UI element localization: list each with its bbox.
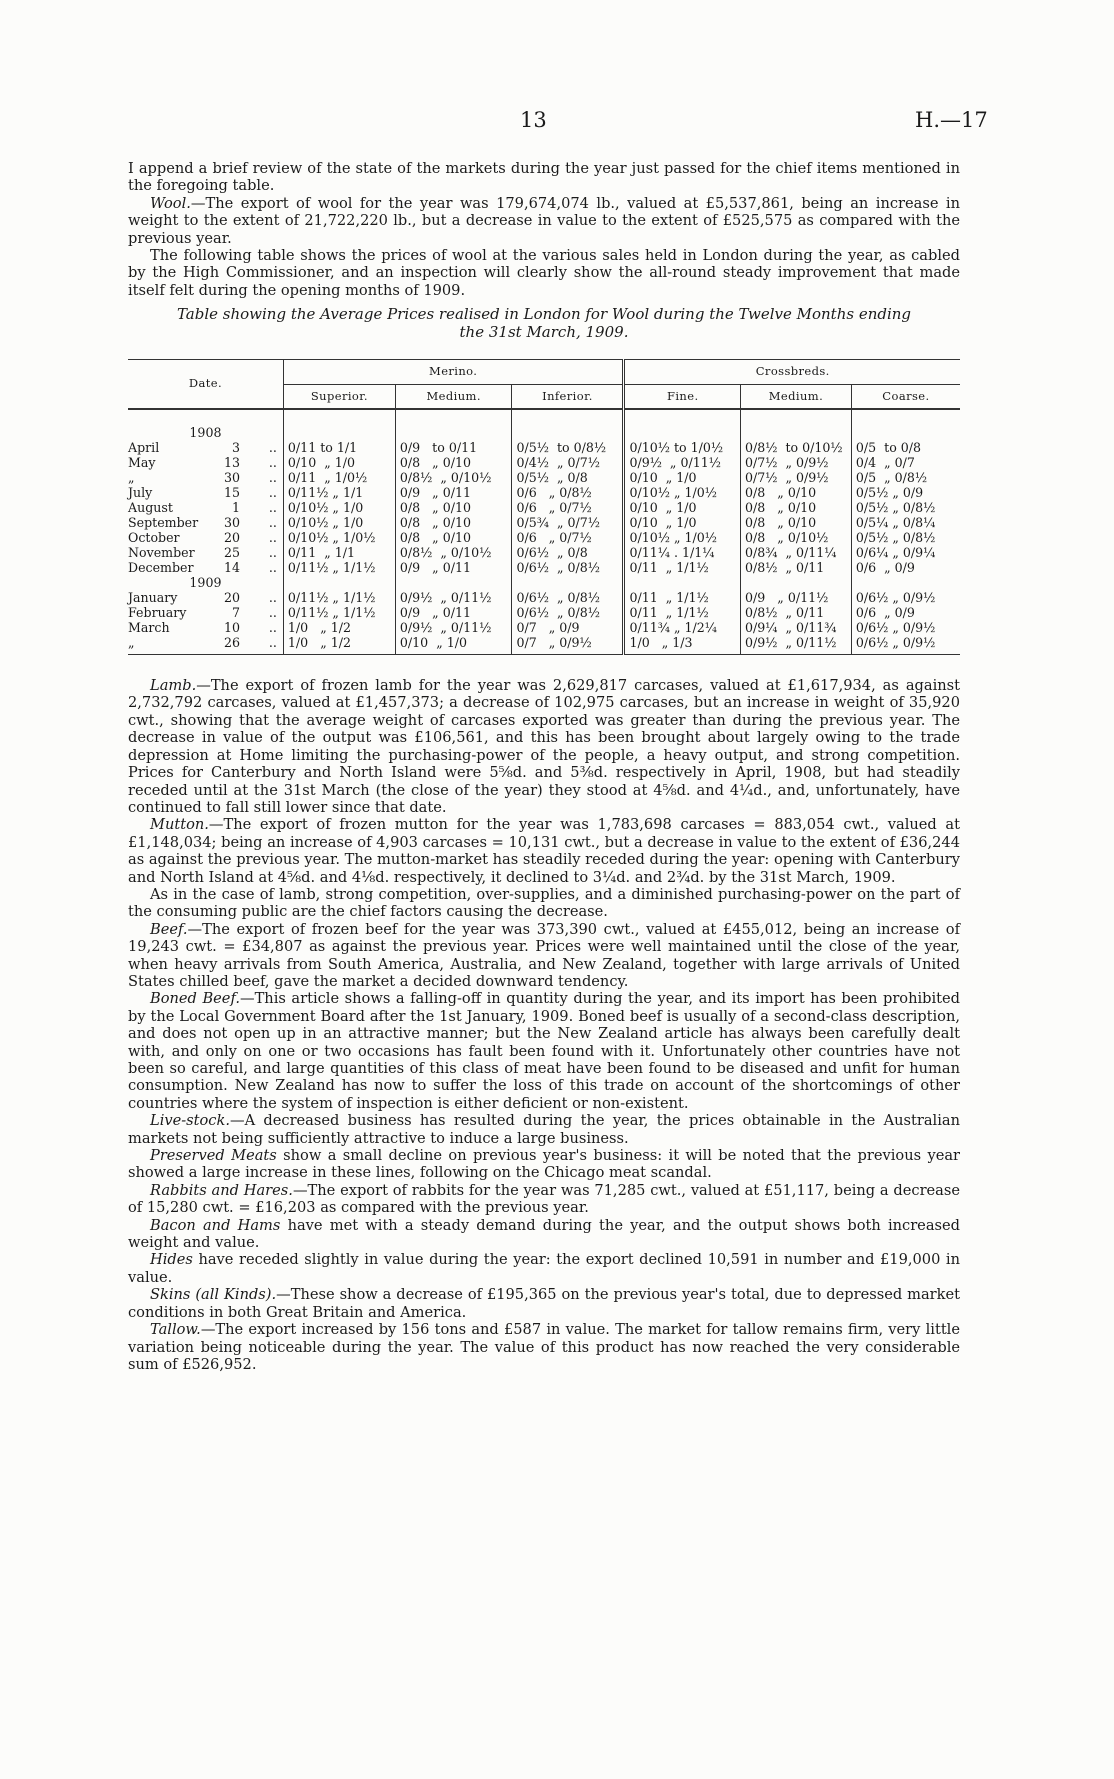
leader-dots: .. xyxy=(268,590,277,606)
price-cell: 0/8 „ 0/10 xyxy=(395,500,512,515)
date-cell xyxy=(128,590,263,605)
section-title: Lamb. xyxy=(150,677,197,695)
sub-cross-coarse: Coarse. xyxy=(851,384,960,409)
date-cell xyxy=(128,515,263,530)
date-cell xyxy=(128,560,263,575)
section-title: Skins (all Kinds). xyxy=(150,1286,277,1304)
price-cell: 0/6 „ 0/9 xyxy=(851,605,960,620)
caption-line-1: Table showing the Average Prices realised in London for Wool during the Twelve Months ending xyxy=(176,305,912,324)
table-row xyxy=(128,440,960,455)
row-day: 10 xyxy=(223,620,240,636)
price-cell: 0/8½ „ 0/11 xyxy=(741,560,852,575)
price-cell: 0/8 „ 0/10 xyxy=(741,485,852,500)
price-cell: 0/11½ „ 1/1½ xyxy=(283,590,395,605)
row-month: March xyxy=(128,620,170,636)
date-cell xyxy=(128,530,263,545)
price-cell: 0/9 „ 0/11 xyxy=(395,485,512,500)
sub-cross-fine: Fine. xyxy=(624,384,741,409)
section-title: Preserved Meats xyxy=(150,1147,277,1165)
table-row xyxy=(128,515,960,530)
section-text: show a small decline on previous year's business: it will be noted that the previous year showed a large increase in these lines, following on the Chicago meat scandal. xyxy=(128,1147,961,1182)
document-reference: H.—17 xyxy=(915,108,988,132)
price-cell: 0/6 „ 0/9 xyxy=(851,560,960,575)
price-cell: 0/8½ „ 0/10½ xyxy=(395,470,512,485)
price-cell: 0/8½ to 0/10½ xyxy=(741,440,852,455)
table-intro-paragraph: The following table shows the prices of wool at the various sales held in London during the year, as cabled by the High Commissioner, and an inspection will clearly show the all-round steady improvement that made itself felt during the opening months of 1909. xyxy=(128,247,960,299)
price-cell: 0/11 „ 1/0½ xyxy=(283,470,395,485)
row-month: November xyxy=(128,545,195,561)
row-month: May xyxy=(128,455,156,471)
leader-dots: .. xyxy=(268,440,277,456)
section-paragraph xyxy=(128,1147,960,1182)
intro-paragraph: I append a brief review of the state of the markets during the year just passed for the chief items mentioned in the foregoing table. xyxy=(128,160,960,195)
table-row xyxy=(128,620,960,635)
section-paragraph xyxy=(128,1321,960,1373)
price-cell: 0/6 „ 0/7½ xyxy=(512,530,624,545)
price-cell: 0/9 to 0/11 xyxy=(395,440,512,455)
section-paragraph xyxy=(128,990,960,1112)
price-cell: 0/10 „ 1/0 xyxy=(624,515,741,530)
year-label: 1909 xyxy=(189,575,222,591)
date-cell xyxy=(128,620,263,635)
row-day: 3 xyxy=(231,440,240,456)
price-cell: 0/11 „ 1/1½ xyxy=(624,605,741,620)
date-cell xyxy=(128,500,263,515)
section-text: have receded slightly in value during the year: the export declined 10,591 in number and £19,000 in value. xyxy=(128,1251,960,1286)
section-text: —This article shows a falling-off in quantity during the year, and its import has been prohibited by the Local Government Board after the 1st January, 1909. Boned beef is usually of a second-class description, and does not open up in an attractive manner; but the New Zealand article has always been carefully dealt with, and only on one or two occasions has fault been found with it. Unfortunately other countries have not been so careful, and large quantities of this class of meat have been found to be diseased and unfit for human consumption. New Zealand has now to suffer the loss of this trade on account of the shortcomings of other countries where the system of inspection is either deficient or non-existent. xyxy=(128,990,960,1112)
leader-dots: .. xyxy=(268,605,277,621)
row-day: 7 xyxy=(231,605,240,621)
price-cell: 0/5 to 0/8 xyxy=(851,440,960,455)
price-cell: 0/8 „ 0/10 xyxy=(395,530,512,545)
sub-merino-inferior: Inferior. xyxy=(512,384,624,409)
price-cell: 0/4 „ 0/7 xyxy=(851,455,960,470)
leader-dots: .. xyxy=(268,560,277,576)
price-cell: 0/7 „ 0/9 xyxy=(512,620,624,635)
price-cell: 0/5½ to 0/8½ xyxy=(512,440,624,455)
year-row-1908 xyxy=(128,425,960,440)
price-cell: 0/11 to 1/1 xyxy=(283,440,395,455)
price-cell: 0/6½ „ 0/8 xyxy=(512,545,624,560)
row-month: August xyxy=(128,500,173,516)
price-cell: 0/10½ „ 1/0½ xyxy=(624,485,741,500)
price-cell: 0/6½ „ 0/8½ xyxy=(512,605,624,620)
section-paragraph xyxy=(128,1251,960,1286)
section-title: Live-stock. xyxy=(150,1112,230,1130)
leader-dots: .. xyxy=(268,500,277,516)
price-cell: 0/9½ „ 0/11½ xyxy=(741,635,852,650)
table-row xyxy=(128,530,960,545)
price-cell: 0/6½ „ 0/9½ xyxy=(851,620,960,635)
price-cell: 0/8 „ 0/10 xyxy=(741,500,852,515)
date-cell xyxy=(128,440,263,455)
price-cell: 0/11¼ . 1/1¼ xyxy=(624,545,741,560)
row-month: „ xyxy=(128,470,135,486)
price-cell: 0/9½ „ 0/11½ xyxy=(395,620,512,635)
price-cell: 1/0 „ 1/3 xyxy=(624,635,741,650)
price-cell: 0/11½ „ 1/1½ xyxy=(283,560,395,575)
price-cell: 0/5½ „ 0/8 xyxy=(512,470,624,485)
row-day: 13 xyxy=(223,455,240,471)
table-row xyxy=(128,470,960,485)
price-cell: 0/7½ „ 0/9½ xyxy=(741,455,852,470)
section-title: Boned Beef. xyxy=(150,990,240,1008)
row-month: October xyxy=(128,530,180,546)
section-title: Bacon and Hams xyxy=(150,1216,281,1234)
row-day: 30 xyxy=(223,470,240,486)
price-cell: 0/6½ „ 0/9½ xyxy=(851,635,960,650)
section-paragraph xyxy=(128,1286,960,1321)
price-cell: 0/7 „ 0/9½ xyxy=(512,635,624,650)
date-cell xyxy=(128,485,263,500)
group-crossbreds: Crossbreds. xyxy=(624,360,960,384)
price-cell: 0/11 „ 1/1 xyxy=(283,545,395,560)
price-cell: 0/8 „ 0/10 xyxy=(741,515,852,530)
section-title: Rabbits and Hares. xyxy=(150,1181,293,1199)
row-month: September xyxy=(128,515,199,531)
page-number: 13 xyxy=(520,108,547,132)
price-cell: 0/8½ „ 0/11 xyxy=(741,605,852,620)
price-cell: 0/9½ „ 0/11½ xyxy=(395,590,512,605)
caption-line-2: the 31st March, 1909. xyxy=(459,323,629,342)
price-cell: 0/5 „ 0/8½ xyxy=(851,470,960,485)
section-title: Hides xyxy=(150,1251,193,1269)
section-paragraph xyxy=(128,1182,960,1217)
row-day: 30 xyxy=(223,515,240,531)
price-cell: 0/5½ „ 0/8½ xyxy=(851,530,960,545)
row-day: 20 xyxy=(223,590,240,606)
sub-cross-medium: Medium. xyxy=(741,384,852,409)
leader-dots: .. xyxy=(268,530,277,546)
price-cell: 0/5¾ „ 0/7½ xyxy=(512,515,624,530)
page-header xyxy=(0,108,1114,142)
group-merino: Merino. xyxy=(283,360,624,384)
price-cell: 0/7½ „ 0/9½ xyxy=(741,470,852,485)
price-cell: 0/10 „ 1/0 xyxy=(624,500,741,515)
table-row xyxy=(128,500,960,515)
row-day: 14 xyxy=(223,560,240,576)
row-day: 26 xyxy=(223,635,240,651)
sub-merino-medium: Medium. xyxy=(395,384,512,409)
price-cell: 0/8½ „ 0/10½ xyxy=(395,545,512,560)
leader-dots: .. xyxy=(268,545,277,561)
wool-price-table xyxy=(128,359,960,655)
price-cell: 0/10½ „ 1/0 xyxy=(283,515,395,530)
price-cell: 0/10½ to 1/0½ xyxy=(624,440,741,455)
row-month: July xyxy=(128,485,153,501)
date-cell xyxy=(128,470,263,485)
leader-dots: .. xyxy=(268,635,277,651)
price-cell: 0/11½ „ 1/1½ xyxy=(283,605,395,620)
section-text: —The export increased by 156 tons and £587 in value. The market for tallow remains firm, very little variation being noticeable during the year. The value of this product has now reached the very considerable sum of £526,952. xyxy=(128,1321,960,1373)
price-cell: 0/10 „ 1/0 xyxy=(395,635,512,650)
price-cell: 0/11 „ 1/1½ xyxy=(624,590,741,605)
section-paragraph xyxy=(128,677,960,816)
row-month: „ xyxy=(128,635,135,651)
price-cell: 0/5¼ „ 0/8¼ xyxy=(851,515,960,530)
price-cell: 0/9 „ 0/11½ xyxy=(741,590,852,605)
year-label: 1908 xyxy=(189,425,222,441)
price-cell: 0/8 „ 0/10½ xyxy=(741,530,852,545)
row-month: January xyxy=(128,590,178,606)
row-day: 20 xyxy=(223,530,240,546)
price-cell: 0/6 „ 0/8½ xyxy=(512,485,624,500)
section-text: —A decreased business has resulted during the year, the prices obtainable in the Australian markets not being sufficiently attractive to induce a large business. xyxy=(128,1112,960,1147)
date-cell xyxy=(128,605,263,620)
price-cell: 0/11½ „ 1/1 xyxy=(283,485,395,500)
section-title: Beef. xyxy=(150,920,188,938)
price-cell: 0/5½ „ 0/8½ xyxy=(851,500,960,515)
price-cell: 1/0 „ 1/2 xyxy=(283,620,395,635)
leader-dots: .. xyxy=(268,620,277,636)
price-cell: 0/10½ „ 1/0 xyxy=(283,500,395,515)
row-day: 25 xyxy=(223,545,240,561)
wool-text: —The export of wool for the year was 179,674,074 lb., valued at £5,537,861, being an increase in weight to the extent of 21,722,220 lb., but a decrease in value to the extent of £525,575 as compared with the previous year. xyxy=(128,194,960,247)
table-row xyxy=(128,455,960,470)
wool-title: Wool. xyxy=(150,194,191,212)
table-row xyxy=(128,545,960,560)
date-cell xyxy=(128,635,263,650)
price-cell: 0/10½ „ 1/0½ xyxy=(624,530,741,545)
price-cell: 0/11¾ „ 1/2¼ xyxy=(624,620,741,635)
leader-dots: .. xyxy=(268,485,277,501)
row-day: 15 xyxy=(223,485,240,501)
year-row-1909 xyxy=(128,575,960,590)
table-row xyxy=(128,590,960,605)
section-paragraph xyxy=(128,816,960,886)
leader-dots: .. xyxy=(268,515,277,531)
row-day: 1 xyxy=(231,500,240,516)
row-month: April xyxy=(128,440,160,456)
price-cell: 0/6¼ „ 0/9¼ xyxy=(851,545,960,560)
price-cell: 0/9 „ 0/11 xyxy=(395,560,512,575)
price-cell: 0/10 „ 1/0 xyxy=(624,470,741,485)
section-title: Tallow. xyxy=(150,1321,201,1339)
row-month: December xyxy=(128,560,194,576)
sub-merino-superior: Superior. xyxy=(283,384,395,409)
market-sections xyxy=(128,677,960,1373)
section-text: have met with a steady demand during the year, and the output shows both increased weight and value. xyxy=(128,1216,960,1252)
section-text: —The export of frozen beef for the year was 373,390 cwt., valued at £455,012, being an increase of 19,243 cwt. = £34,807 as against the previous year. Prices were well maintained until the close of the year, when heavy arrivals from South America, Australia, and New Zealand, together with large arrivals of United States chilled beef, gave the market a decided downward tendency. xyxy=(128,920,960,990)
price-cell: 0/11 „ 1/1½ xyxy=(624,560,741,575)
price-cell: 0/4½ „ 0/7½ xyxy=(512,455,624,470)
price-cell: 0/8 „ 0/10 xyxy=(395,515,512,530)
section-paragraph xyxy=(128,886,960,921)
leader-dots: .. xyxy=(268,455,277,471)
table-row xyxy=(128,635,960,650)
price-cell: 0/10 „ 1/0 xyxy=(283,455,395,470)
section-title: Mutton. xyxy=(150,816,209,834)
section-paragraph xyxy=(128,1217,960,1252)
price-cell: 0/6½ „ 0/8½ xyxy=(512,560,624,575)
price-cell: 0/9½ „ 0/11½ xyxy=(624,455,741,470)
section-text: As in the case of lamb, strong competition, over-supplies, and a diminished purchasing-power on the part of the consuming public are the chief factors causing the decrease. xyxy=(128,885,960,921)
section-text: —The export of frozen mutton for the year was 1,783,698 carcases = 883,054 cwt., valued at £1,148,034; being an increase of 4,903 carcases = 10,131 cwt., but a decrease in value to the extent of £36,244 as against the previous year. The mutton-market has steadily receded during the year: opening with Canterbury and North Island at 4⅝d. and 4⅛d. respectively, it declined to 3¼d. and 2¾d. by the 31st March, 1909. xyxy=(128,816,960,886)
wool-paragraph xyxy=(128,195,960,247)
date-cell xyxy=(128,455,263,470)
leader-dots: .. xyxy=(268,470,277,486)
price-cell: 0/10½ „ 1/0½ xyxy=(283,530,395,545)
price-cell: 0/9¼ „ 0/11¾ xyxy=(741,620,852,635)
col-date: Date. xyxy=(128,360,283,409)
table-row xyxy=(128,605,960,620)
section-paragraph xyxy=(128,1112,960,1147)
table-row xyxy=(128,560,960,575)
main-column xyxy=(128,160,960,1373)
section-paragraph xyxy=(128,921,960,991)
price-cell: 0/8¾ „ 0/11¼ xyxy=(741,545,852,560)
table-caption xyxy=(128,305,960,341)
price-cell: 0/6½ „ 0/9½ xyxy=(851,590,960,605)
price-cell: 0/6 „ 0/7½ xyxy=(512,500,624,515)
section-text: —These show a decrease of £195,365 on the previous year's total, due to depressed market conditions in both Great Britain and America. xyxy=(128,1286,960,1321)
price-cell: 0/8 „ 0/10 xyxy=(395,455,512,470)
price-cell: 1/0 „ 1/2 xyxy=(283,635,395,650)
section-text: —The export of frozen lamb for the year was 2,629,817 carcases, valued at £1,617,934, as against 2,732,792 carcases, valued at £1,457,373; a decrease of 102,975 carcases, but an increase in weight of 35,920 cwt., showing that the average weight of carcases exported was greater than during the previous year. The decrease in value of the output was £106,561, and this has been brought about largely owing to the trade depression at Home limiting the purchasing-power of the people, a heavy output, and strong competition. Prices for Canterbury and North Island were 5⅝d. and 5⅜d. respectively in April, 1908, but had steadily receded until at the 31st March (the close of the year) they stood at 4⅝d. and 4¼d., and, unfortunately, have continued to fall still lower since that date. xyxy=(128,677,960,816)
table-row xyxy=(128,485,960,500)
date-cell xyxy=(128,545,263,560)
price-cell: 0/5½ „ 0/9 xyxy=(851,485,960,500)
price-cell: 0/6½ „ 0/8½ xyxy=(512,590,624,605)
row-month: February xyxy=(128,605,187,621)
price-cell: 0/9 „ 0/11 xyxy=(395,605,512,620)
section-text: —The export of rabbits for the year was 71,285 cwt., valued at £51,117, being a decrease of 15,280 cwt. = £16,203 as compared with the previous year. xyxy=(128,1181,961,1217)
